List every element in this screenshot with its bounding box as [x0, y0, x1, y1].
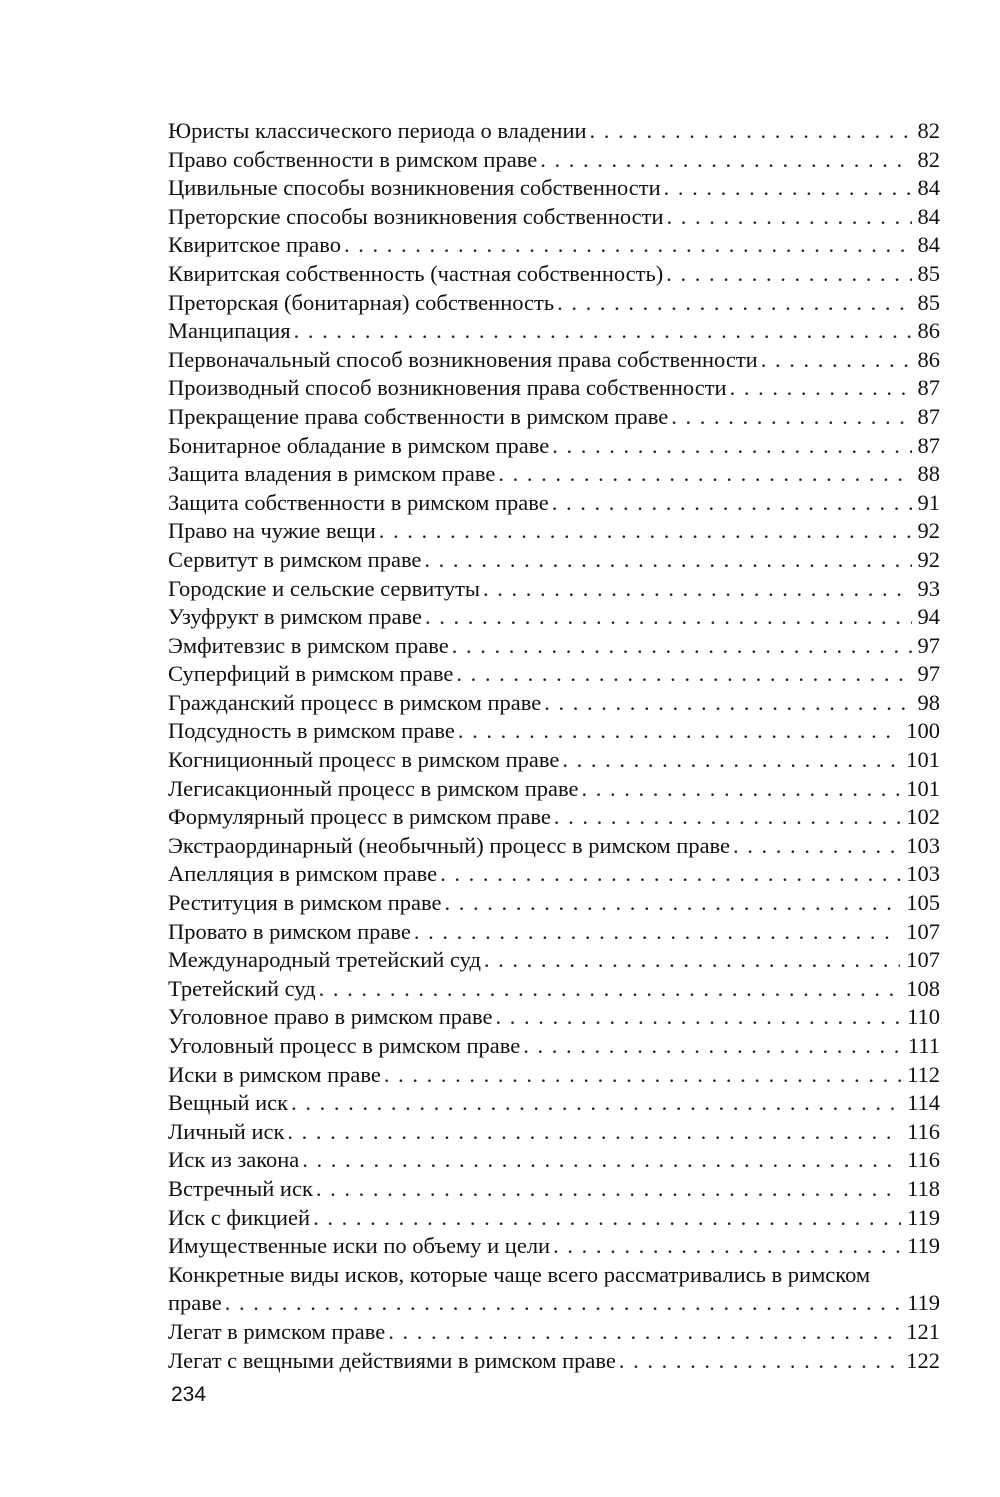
toc-entry-page: 103	[906, 832, 940, 858]
toc-entry-page: 86	[917, 318, 940, 344]
toc-entry-title: Гражданский процесс в римском праве	[168, 689, 542, 715]
toc-leader-dots	[456, 660, 911, 689]
toc-entry	[168, 775, 940, 804]
toc-entry-title: Первоначальный способ возникновения права собственности	[168, 346, 758, 372]
toc-entry	[168, 1204, 940, 1233]
toc-leader-dots	[313, 1204, 901, 1233]
toc-entry	[168, 174, 940, 203]
toc-entry-title: Иск из закона	[168, 1147, 300, 1173]
toc-leader-dots	[552, 432, 911, 461]
toc-entry-title: Провато в римском праве	[168, 918, 411, 944]
toc-entry	[168, 317, 940, 346]
toc-entry	[168, 746, 940, 775]
toc-entry-page: 92	[917, 518, 940, 544]
toc-entry-page: 82	[917, 146, 940, 172]
toc-entry-title: Иск с фикцией	[168, 1204, 311, 1230]
toc-entry-page: 82	[917, 118, 940, 143]
table-of-contents	[168, 117, 940, 1375]
toc-leader-dots	[730, 374, 912, 403]
toc-leader-dots	[424, 546, 911, 575]
toc-entry-page: 87	[917, 432, 940, 458]
toc-entry-title: Апелляция в римском праве	[168, 861, 438, 887]
toc-entry	[168, 717, 940, 746]
toc-entry	[168, 403, 940, 432]
toc-entry	[168, 117, 940, 146]
toc-entry-title: Сервитут в римском праве	[168, 546, 422, 572]
toc-leader-dots	[225, 1289, 901, 1318]
toc-entry	[168, 517, 940, 546]
toc-entry	[168, 374, 940, 403]
toc-entry-page: 116	[907, 1118, 940, 1144]
toc-leader-dots	[557, 289, 911, 318]
toc-leader-dots	[344, 231, 912, 260]
toc-entry	[168, 918, 940, 947]
toc-leader-dots	[540, 146, 911, 175]
toc-entry	[168, 546, 940, 575]
toc-entry	[168, 1261, 940, 1290]
toc-entry	[168, 432, 940, 461]
toc-entry-title: Производный способ возникновения права собственности	[168, 375, 727, 401]
toc-entry-page: 121	[906, 1318, 940, 1344]
toc-leader-dots	[440, 860, 900, 889]
toc-entry-page: 91	[917, 489, 940, 515]
toc-entry-title: Подсудность в римском праве	[168, 718, 455, 744]
toc-entry-page: 119	[907, 1233, 940, 1259]
toc-entry	[168, 1032, 940, 1061]
toc-entry	[168, 603, 940, 632]
toc-entry-page: 108	[906, 975, 940, 1001]
toc-leader-dots	[590, 117, 912, 146]
toc-entry	[168, 689, 940, 718]
toc-entry-page: 101	[906, 747, 940, 773]
toc-entry-title: Суперфиций в римском праве	[168, 661, 454, 687]
toc-entry-page: 84	[917, 175, 940, 201]
toc-entry-page: 84	[917, 232, 940, 258]
toc-leader-dots	[291, 1089, 901, 1118]
toc-entry-title: Бонитарное обладание в римском праве	[168, 432, 550, 458]
toc-entry	[168, 660, 940, 689]
toc-leader-dots	[379, 517, 912, 546]
toc-entry	[168, 460, 940, 489]
toc-entry-page: 88	[917, 461, 940, 487]
toc-entry	[168, 346, 940, 375]
toc-entry-page: 92	[917, 546, 940, 572]
toc-entry-title: Международный третейский суд	[168, 947, 481, 973]
toc-entry	[168, 1118, 940, 1147]
toc-leader-dots	[553, 1232, 901, 1261]
toc-entry-title: Личный иск	[168, 1118, 285, 1144]
toc-entry-title: Защита собственности в римском праве	[168, 489, 549, 515]
toc-leader-dots	[671, 403, 911, 432]
toc-entry-title: Когниционный процесс в римском праве	[168, 747, 560, 773]
toc-leader-dots	[294, 317, 912, 346]
toc-entry	[168, 1232, 940, 1261]
toc-leader-dots	[287, 1118, 901, 1147]
toc-entry-title: Третейский суд	[168, 975, 316, 1001]
toc-entry	[168, 975, 940, 1004]
toc-leader-dots	[664, 174, 912, 203]
toc-leader-dots	[319, 975, 901, 1004]
page-number: 234	[171, 1383, 207, 1406]
toc-entry-title: Легат с вещными действиями в римском праве	[168, 1347, 616, 1373]
toc-entry-title: Квиритская собственность (частная собственность)	[168, 260, 664, 286]
toc-entry-page: 112	[907, 1061, 940, 1087]
toc-entry-page: 85	[917, 289, 940, 315]
toc-leader-dots	[523, 1032, 902, 1061]
toc-leader-dots	[554, 803, 900, 832]
toc-entry	[168, 946, 940, 975]
toc-entry-page: 94	[917, 604, 940, 630]
toc-entry	[168, 832, 940, 861]
toc-entry-title: Конкретные виды исков, которые чаще всего рассматривались в римском	[168, 1261, 871, 1287]
toc-entry-page: 93	[917, 575, 940, 601]
toc-entry-page: 119	[907, 1290, 940, 1316]
toc-leader-dots	[484, 946, 900, 975]
toc-entry-title: Эмфитевзис в римском праве	[168, 632, 449, 658]
toc-entry-page: 103	[906, 861, 940, 887]
toc-entry-title: Цивильные способы возникновения собственности	[168, 175, 661, 201]
toc-entry	[168, 1175, 940, 1204]
toc-entry-page: 107	[906, 918, 940, 944]
toc-entry-title: Встречный иск	[168, 1175, 313, 1201]
toc-leader-dots	[552, 489, 912, 518]
toc-leader-dots	[667, 203, 912, 232]
toc-entry-page: 87	[917, 375, 940, 401]
toc-leader-dots	[761, 346, 912, 375]
toc-entry-title: Легисакционный процесс в римском праве	[168, 775, 579, 801]
toc-entry-title: Вещный иск	[168, 1090, 289, 1116]
toc-leader-dots	[483, 575, 911, 604]
toc-leader-dots	[619, 1347, 900, 1376]
toc-entry-title: Городские и сельские сервитуты	[168, 575, 481, 601]
toc-entry-page: 110	[907, 1004, 940, 1030]
toc-entry	[168, 860, 940, 889]
toc-entry	[168, 146, 940, 175]
toc-entry-title: Манципация	[168, 318, 291, 344]
toc-entry-title: Юристы классического периода о владении	[168, 118, 587, 143]
toc-entry-page: 107	[906, 947, 940, 973]
toc-entry-page: 86	[917, 346, 940, 372]
toc-entry-page: 118	[907, 1175, 940, 1201]
toc-entry-title: Прекращение права собственности в римском праве	[168, 403, 669, 429]
toc-entry-page: 116	[907, 1147, 940, 1173]
toc-entry-page: 98	[917, 689, 940, 715]
toc-entry	[168, 1347, 940, 1376]
toc-entry-title: Преторская (бонитарная) собственность	[168, 289, 555, 315]
toc-entry-title: Преторские способы возникновения собственности	[168, 203, 664, 229]
toc-entry-title: Экстраординарный (необычный) процесс в римском праве	[168, 832, 731, 858]
toc-entry-title: Защита владения в римском праве	[168, 461, 496, 487]
toc-entry	[168, 632, 940, 661]
toc-entry	[168, 1089, 940, 1118]
toc-entry	[168, 1003, 940, 1032]
toc-entry-title: Имущественные иски по объему и цели	[168, 1233, 551, 1259]
toc-leader-dots	[425, 603, 912, 632]
toc-entry-title: праве	[168, 1290, 222, 1316]
toc-entry-page: 101	[906, 775, 940, 801]
toc-entry-page: 114	[907, 1090, 940, 1116]
toc-entry-page: 111	[907, 1033, 940, 1058]
toc-leader-dots	[384, 1061, 901, 1090]
toc-entry-page: 102	[906, 804, 940, 830]
toc-entry	[168, 289, 940, 318]
toc-leader-dots	[562, 746, 900, 775]
toc-entry-title: Право на чужие вещи	[168, 518, 376, 544]
toc-leader-dots	[666, 260, 911, 289]
toc-entry	[168, 260, 940, 289]
toc-entry-title: Реституция в римском праве	[168, 890, 442, 916]
toc-entry-page: 97	[917, 661, 940, 687]
toc-leader-dots	[302, 1146, 901, 1175]
toc-entry-title: Право собственности в римском праве	[168, 146, 538, 172]
toc-leader-dots	[414, 918, 900, 947]
toc-leader-dots	[733, 832, 900, 861]
toc-entry	[168, 203, 940, 232]
toc-entry-page: 85	[917, 260, 940, 286]
toc-leader-dots	[498, 460, 911, 489]
toc-entry	[168, 575, 940, 604]
toc-entry	[168, 1061, 940, 1090]
toc-entry-page: 105	[906, 890, 940, 916]
toc-entry-page: 122	[906, 1347, 940, 1373]
toc-leader-dots	[452, 632, 912, 661]
toc-entry-page: 97	[917, 632, 940, 658]
toc-entry-title: Легат в римском праве	[168, 1318, 386, 1344]
toc-leader-dots	[458, 717, 900, 746]
toc-leader-dots	[316, 1175, 901, 1204]
toc-entry	[168, 231, 940, 260]
toc-entry-title: Узуфрукт в римском праве	[168, 604, 422, 630]
toc-entry	[168, 1146, 940, 1175]
toc-leader-dots	[495, 1003, 901, 1032]
toc-entry	[168, 1289, 940, 1318]
toc-entry-title: Квиритское право	[168, 232, 341, 258]
toc-entry	[168, 803, 940, 832]
toc-leader-dots	[581, 775, 900, 804]
toc-entry	[168, 489, 940, 518]
toc-entry-title: Уголовный процесс в римском праве	[168, 1033, 521, 1058]
toc-entry	[168, 889, 940, 918]
toc-entry-title: Формулярный процесс в римском праве	[168, 804, 551, 830]
toc-entry-title: Уголовное право в римском праве	[168, 1004, 493, 1030]
toc-leader-dots	[544, 689, 911, 718]
toc-entry	[168, 1318, 940, 1347]
toc-entry-title: Иски в римском праве	[168, 1061, 381, 1087]
toc-entry-page: 84	[917, 203, 940, 229]
toc-entry-page: 100	[906, 718, 940, 744]
toc-entry-page: 119	[907, 1204, 940, 1230]
toc-entry-page: 87	[917, 403, 940, 429]
toc-leader-dots	[444, 889, 900, 918]
toc-leader-dots	[388, 1318, 900, 1347]
